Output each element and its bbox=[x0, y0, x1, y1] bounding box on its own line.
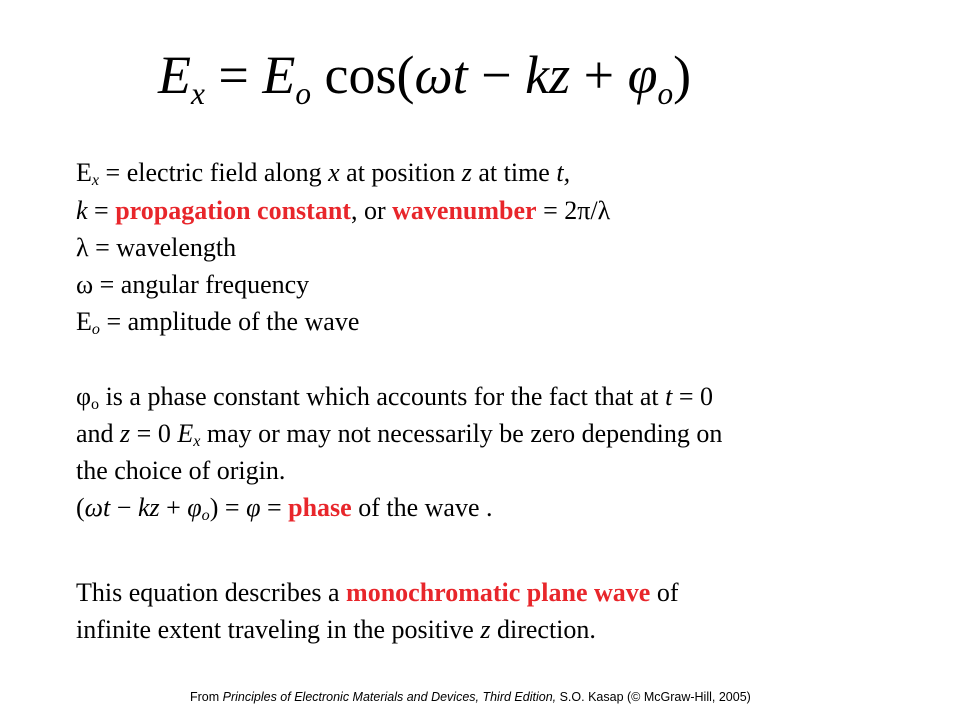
eq-plus: + bbox=[570, 45, 628, 105]
source-citation: From Principles of Electronic Materials and Devices, Third Edition, S.O. Kasap (© McGraw-Hill, 2005) bbox=[190, 690, 751, 704]
eq-phi: φ bbox=[627, 45, 658, 105]
definition-eo: $E_o$ = amplitude of the wave bbox=[76, 307, 360, 339]
definition-omega: ω = angular frequency bbox=[76, 270, 310, 299]
term-propagation-constant: propagation constant bbox=[115, 196, 351, 225]
definition-k: k = propagation constant, or wavenumber = 2π/λ bbox=[76, 196, 611, 225]
eq-close: ) bbox=[673, 45, 692, 105]
monochromatic-line-2: infinite extent traveling in the positive z direction. bbox=[76, 615, 596, 644]
monochromatic-line-1: This equation describes a monochromatic plane wave of bbox=[76, 578, 679, 607]
eq-omega-t: ωt bbox=[414, 45, 468, 105]
eq-lhs-subscript: x bbox=[191, 75, 205, 111]
eq-amplitude-symbol: E bbox=[262, 45, 296, 105]
eq-kz: kz bbox=[525, 45, 571, 105]
term-monochromatic-plane-wave: monochromatic plane wave bbox=[346, 578, 651, 607]
wave-equation bbox=[158, 40, 691, 110]
book-title: Principles of Electronic Materials and Devices, Third Edition, bbox=[222, 690, 557, 704]
eq-amplitude-subscript: o bbox=[295, 75, 312, 111]
eq-equals: = bbox=[204, 45, 263, 105]
eq-minus: − bbox=[467, 45, 526, 105]
phase-constant-line-3: the choice of origin. bbox=[76, 456, 286, 485]
phase-constant-line-2: and z = 0 $E_x$ may or may not necessarily be zero depending on bbox=[76, 419, 723, 451]
phase-definition: (ωt − kz + $\varphi_o) = \varphi$ = phase of the wave . bbox=[76, 493, 493, 525]
term-wavenumber: wavenumber bbox=[392, 196, 537, 225]
eq-lhs-symbol: E bbox=[158, 45, 191, 105]
term-phase: phase bbox=[288, 493, 352, 522]
definition-ex: $E_x$ = electric field along x at position z at time t, bbox=[76, 158, 571, 190]
eq-cos: cos( bbox=[311, 45, 415, 105]
phase-constant-line-1: $\varphi_o$ is a phase constant which accounts for the fact that at t = 0 bbox=[76, 382, 714, 414]
definition-lambda: λ = wavelength bbox=[76, 233, 237, 262]
eq-phi-subscript: o bbox=[657, 75, 674, 111]
